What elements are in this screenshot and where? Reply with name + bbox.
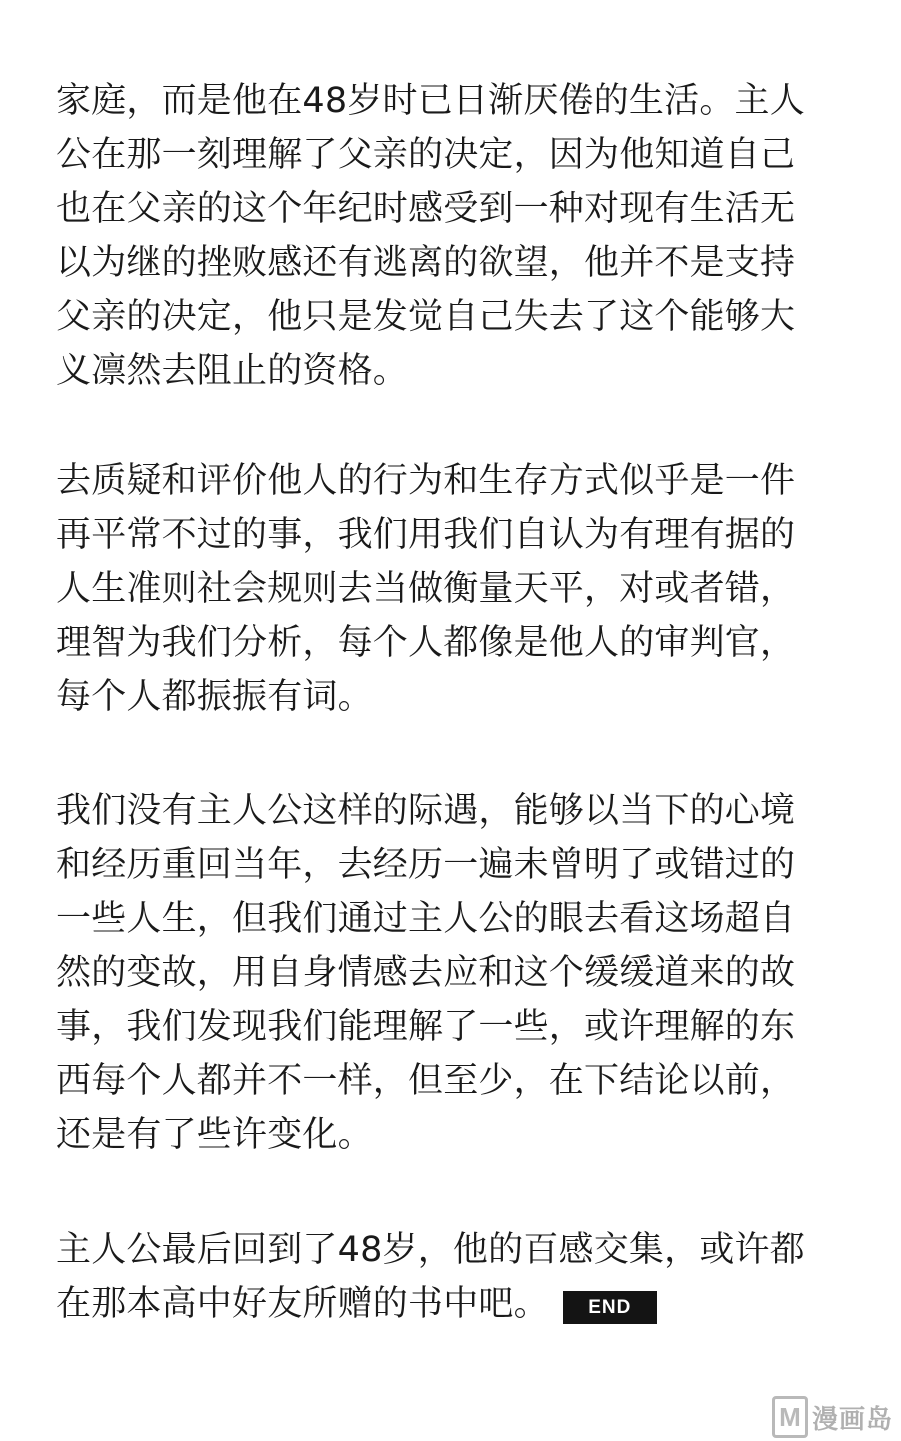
paragraph-1: 家庭，而是他在48岁时已日渐厌倦的生活。主人 公在那一刻理解了父亲的决定，因为他知道自己 也在父亲的这个年纪时感受到一种对现有生活无 以为继的挫败感还有逃离的欲望，他并不是支持 父亲的决定，他只是发觉自己失去了这个能够大 义凛然去阻止的资格。 — [56, 81, 805, 391]
end-badge: END — [563, 1291, 657, 1324]
paragraph-3: 我们没有主人公这样的际遇，能够以当下的心境 和经历重回当年，去经历一遍未曾明了或错过的 一些人生，但我们通过主人公的眼去看这场超自 然的变故，用自身情感去应和这个缓缓道来的故 事，我们发现我们能理解了一些，或许理解的东 西每个人都并不一样，但至少，在下结论以前， 还是有了些许变化。 — [56, 791, 796, 1155]
watermark-logo-icon: M — [772, 1396, 808, 1438]
watermark — [768, 1395, 897, 1439]
paragraph-2: 去质疑和评价他人的行为和生存方式似乎是一件 再平常不过的事，我们用我们自认为有理有据的 人生准则社会规则去当做衡量天平，对或者错， 理智为我们分析，每个人都像是他人的审判官， 每个人都振振有词。 — [56, 461, 796, 717]
paragraph-4: 主人公最后回到了48岁，他的百感交集，或许都 在那本高中好友所赠的书中吧。 — [56, 1230, 805, 1324]
paragraph-4-block — [56, 1223, 856, 1331]
watermark-text: 漫画岛 — [811, 1404, 893, 1435]
